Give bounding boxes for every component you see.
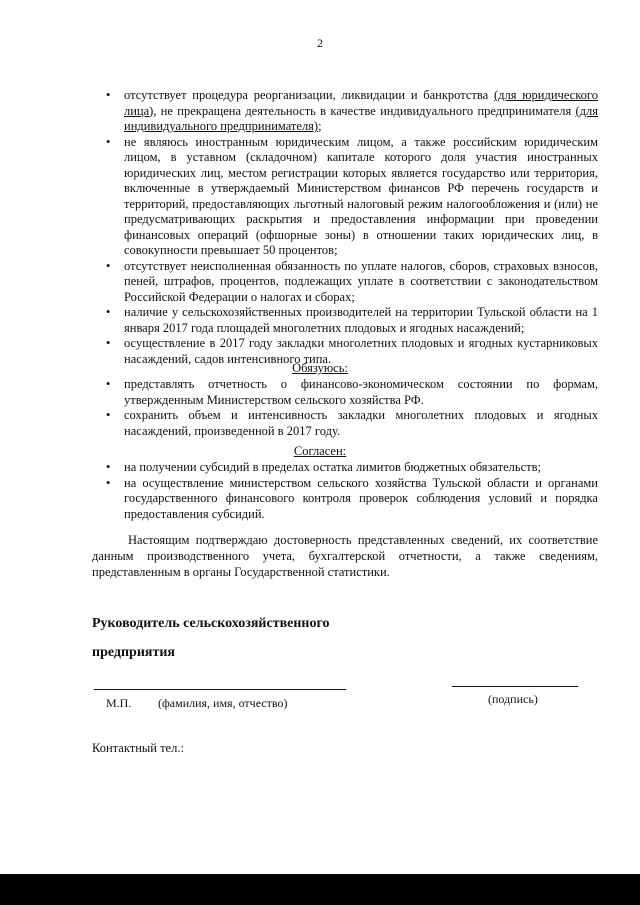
consent-item: • на осуществление министерством сельского хозяйства Тульской области и органами государственного финансового контроля проверок соблюдения условий и порядка предоставления субсидий. [106,476,598,523]
consents-block [106,460,598,522]
condition-text: отсутствует неисполненная обязанность по уплате налогов, сборов, страховых взносов, пеней, штрафов, процентов, подлежащих уплате в соответствии с законодательством Российской Федерации о налогах и сборах; [124,258,598,304]
sign-label: (подпись) [488,692,538,706]
condition-item [106,259,598,306]
condition-text: осуществление в 2017 году закладки многолетних плодовых и ягодных кустарниковых насаждений, садов интенсивного типа. [124,336,598,366]
consents-list [106,460,598,522]
condition-item [106,88,598,135]
page-number: 2 [317,36,323,50]
confirmation-text: Настоящим подтверждаю достоверность представленных сведений, их соответствие данным производственного учета, бухгалтерской отчетности, а также сведениям, представленным в органы Государственной статистики. [92,533,598,579]
condition-underlined-text: (для индивидуального предпринимателя) [124,103,598,133]
signature-line [452,686,578,687]
name-signature-line [94,689,346,690]
obligations-heading: Обязуюсь: [292,361,348,375]
stamp-label: М.П. [106,696,132,710]
conditions-block [106,88,598,367]
contact-label: Контактный тел.: [92,741,184,755]
condition-item [106,135,598,259]
consents-heading: Согласен: [293,444,347,458]
signature-title-line2: предприятия [92,645,175,660]
condition-text: , не прекращена деятельность в качестве индивидуального предпринимателя [153,103,576,118]
obligation-item: • представлять отчетность о финансово-экономическом состоянии по формам, утвержденным Министерством сельского хозяйства РФ. [106,377,598,408]
condition-text: ; [318,119,322,133]
consent-item: • на получении субсидий в пределах остатка лимитов бюджетных обязательств; [106,460,598,476]
condition-text: не являюсь иностранным юридическим лицом, а также российским юридическим лицом, в уставном (складочном) капитале которого доля участия иностранных юридических лиц, местом регистрации которых является государство или территория, включенные в утверждаемый Министерством финансов РФ перечень государств и территорий, предоставляющих льготный налоговый режим налогообложения и (или) не предусматривающих раскрытия и предоставления информации при проведении финансовых операций (офшорные зоны) в отношении таких юридических лиц, в совокупности превышает 50 процентов; [124,134,598,257]
obligations-block [106,377,598,439]
scan-bottom-border [0,874,640,905]
signature-title-line1: Руководитель сельскохозяйственного [92,616,330,631]
condition-text: отсутствует процедура реорганизации, ликвидации и банкротства [124,88,494,102]
obligations-list [106,377,598,439]
condition-text: наличие у сельскохозяйственных производителей на территории Тульской области на 1 января 2017 года площадей многолетних плодовых и ягодных насаждений; [124,305,598,335]
obligation-item: • сохранить объем и интенсивность закладки многолетних плодовых и ягодных насаждений, произведенной в 2017 году. [106,408,598,439]
conditions-list [106,88,598,367]
condition-item [106,305,598,336]
name-label: (фамилия, имя, отчество) [158,696,288,710]
condition-underlined-text: (для юридического лица) [124,88,598,118]
